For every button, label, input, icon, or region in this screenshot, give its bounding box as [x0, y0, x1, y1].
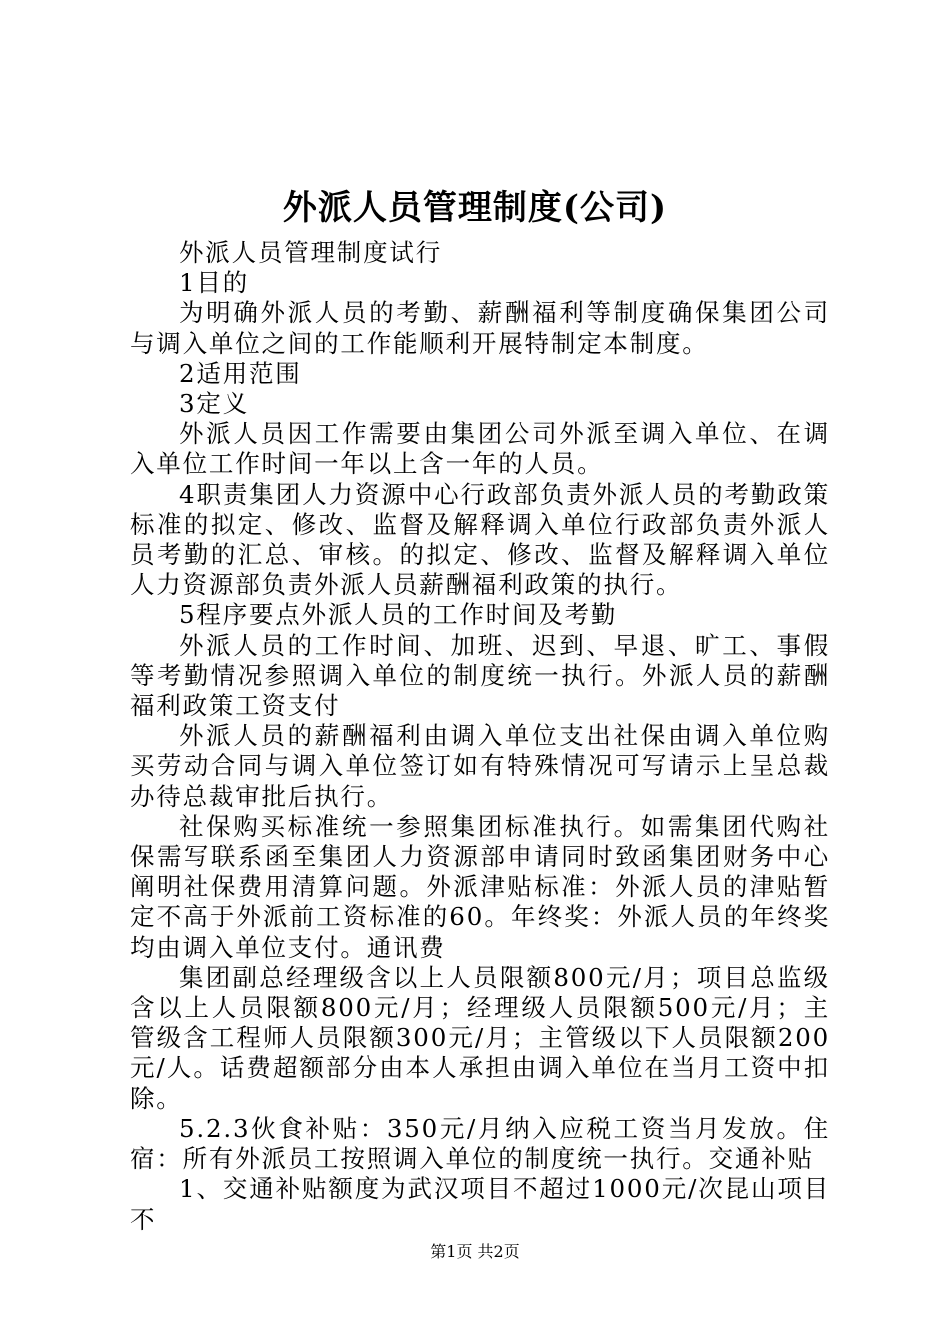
paragraph: 5.2.3伙食补贴：350元/月纳入应税工资当月发放。住宿：所有外派员工按照调入单位的制度统一执行。交通补贴: [130, 1113, 830, 1174]
paragraph: 4职责集团人力资源中心行政部负责外派人员的考勤政策标准的拟定、修改、监督及解释调入单位行政部负责外派人员考勤的汇总、审核。的拟定、修改、监督及解释调入单位人力资源部负责外派人员薪酬福利政策的执行。: [130, 479, 830, 600]
paragraph: 为明确外派人员的考勤、薪酬福利等制度确保集团公司与调入单位之间的工作能顺利开展特制定本制度。: [130, 298, 830, 358]
paragraph: 2适用范围: [179, 358, 302, 388]
paragraph: 1目的: [179, 268, 249, 298]
paragraph: 集团副总经理级含以上人员限额800元/月；项目总监级含以上人员限额800元/月；经理级人员限额500元/月；主管级含工程师人员限额300元/月；主管级以下人员限额200元/人。话费超额部分由本人承担由调入单位在当月工资中扣除。: [130, 962, 830, 1113]
paragraph: 外派人员的薪酬福利由调入单位支出社保由调入单位购买劳动合同与调入单位签订如有特殊情况可写请示上呈总裁办待总裁审批后执行。: [130, 721, 830, 811]
paragraph: 外派人员的工作时间、加班、迟到、早退、旷工、事假等考勤情况参照调入单位的制度统一执行。外派人员的薪酬福利政策工资支付: [130, 630, 830, 721]
paragraph: 3定义: [179, 389, 249, 419]
paragraph: 外派人员管理制度试行: [179, 238, 442, 267]
paragraph: 1、交通补贴额度为武汉项目不超过1000元/次昆山项目不: [130, 1174, 830, 1234]
paragraph: 社保购买标准统一参照集团标准执行。如需集团代购社保需写联系函至集团人力资源部申请同时致函集团财务中心阐明社保费用清算问题。外派津贴标准：外派人员的津贴暂定不高于外派前工资标准的60。年终奖：外派人员的年终奖均由调入单位支付。通讯费: [130, 811, 830, 962]
paragraph: 外派人员因工作需要由集团公司外派至调入单位、在调入单位工作时间一年以上含一年的人员。: [130, 419, 830, 479]
document-body: [130, 238, 830, 1235]
paragraph: 5程序要点外派人员的工作时间及考勤: [179, 600, 618, 630]
document-title: 外派人员管理制度(公司): [282, 188, 668, 228]
page-footer: 第1页 共2页: [430, 1242, 520, 1261]
